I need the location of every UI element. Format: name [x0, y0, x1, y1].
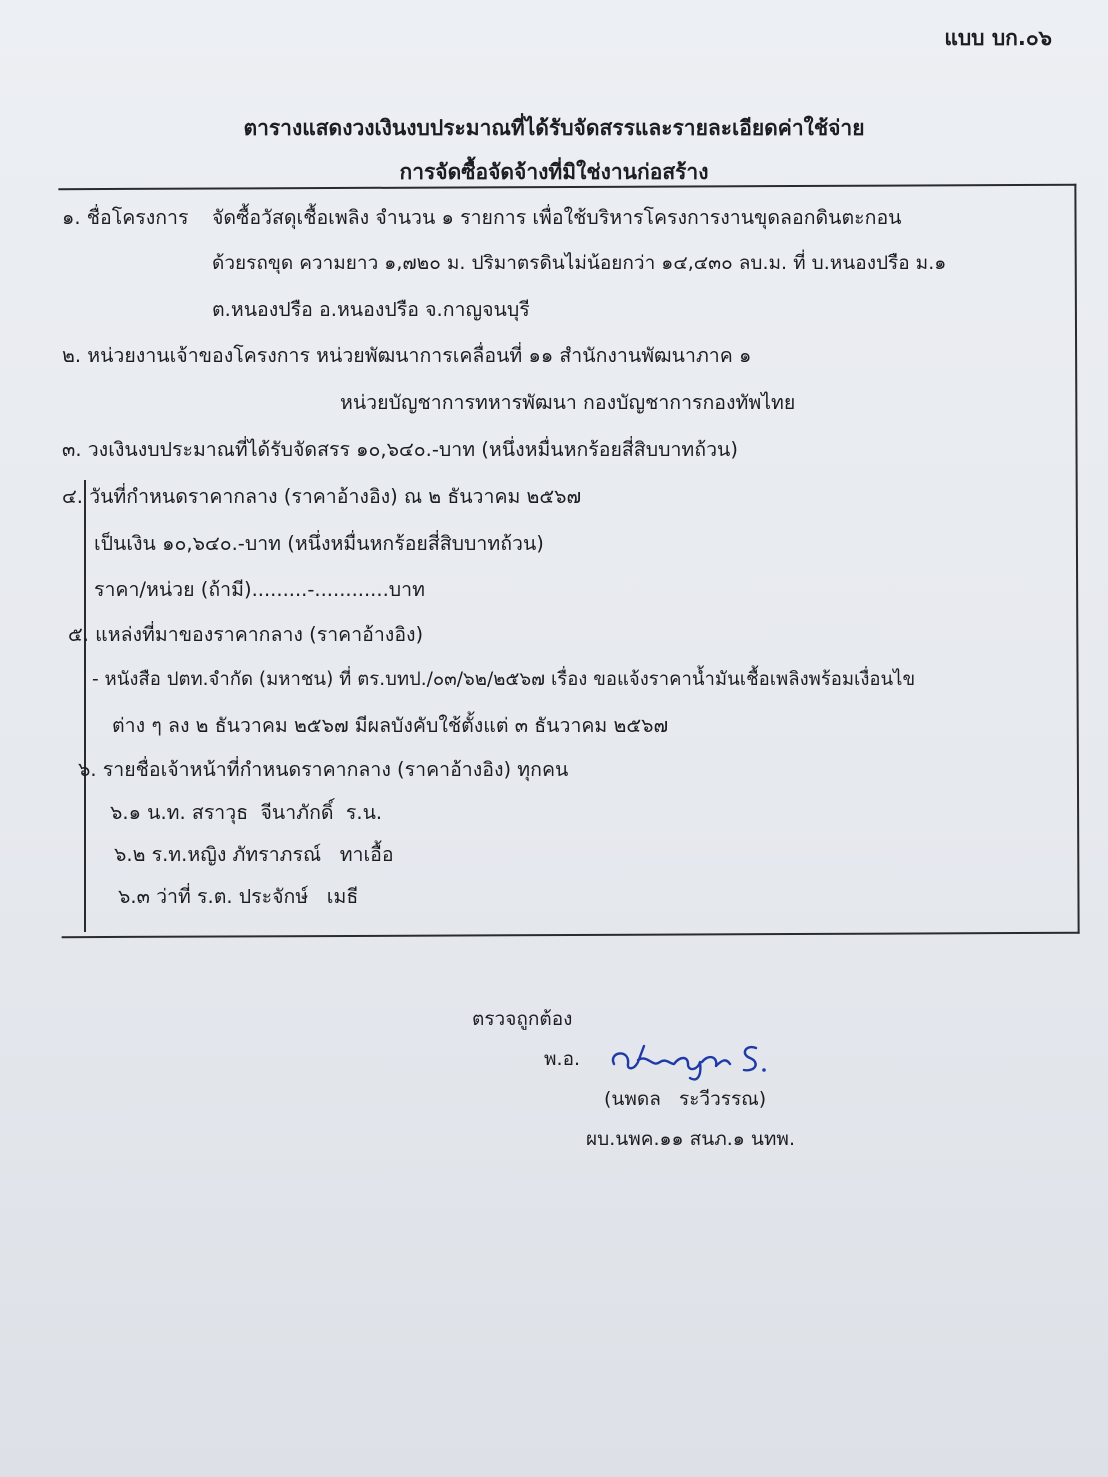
section4-line2: เป็นเงิน ๑๐,๖๔๐.-บาท (หนึ่งหมื่นหกร้อยสี่สิบบาทถ้วน) — [94, 532, 544, 555]
signer-name: (นพดล ระวีวรรณ) — [604, 1088, 767, 1110]
section1-line3: ต.หนองปรือ อ.หนองปรือ จ.กาญจนบุรี — [212, 298, 530, 321]
document-title-line1: ตารางแสดงวงเงินงบประมาณที่ได้รับจัดสรรและรายละเอียดค่าใช้จ่าย — [243, 116, 865, 140]
section4-line1: ๔. วันที่กำหนดราคากลาง (ราคาอ้างอิง) ณ ๒ ธันวาคม ๒๕๖๗ — [62, 485, 582, 508]
section6-member-2: ๖.๒ ร.ท.หญิง ภัทราภรณ์ ทาเอื้อ — [114, 843, 394, 866]
document-title-line2: การจัดซื้อจัดจ้างที่มิใช่งานก่อสร้าง — [399, 160, 709, 184]
section1-label: ๑. ชื่อโครงการ — [62, 206, 189, 229]
section3-line1: ๓. วงเงินงบประมาณที่ได้รับจัดสรร ๑๐,๖๔๐.-บาท (หนึ่งหมื่นหกร้อยสี่สิบบาทถ้วน) — [62, 438, 738, 461]
signer-rank: พ.อ. — [544, 1048, 581, 1070]
form-code: แบบ บก.๐๖ — [944, 26, 1052, 50]
section1-line1: จัดซื้อวัสดุเชื้อเพลิง จำนวน ๑ รายการ เพื่อใช้บริหารโครงการงานขุดลอกดินตะกอน — [212, 206, 902, 229]
handwritten-signature — [604, 1034, 774, 1084]
signer-position: ผบ.นพค.๑๑ สนภ.๑ นทพ. — [586, 1128, 795, 1150]
details-box-left-border — [84, 480, 86, 932]
section5-line3: ต่าง ๆ ลง ๒ ธันวาคม ๒๕๖๗ มีผลบังคับใช้ตั้งแต่ ๓ ธันวาคม ๒๕๖๗ — [112, 714, 669, 737]
section1-line2: ด้วยรถขุด ความยาว ๑,๗๒๐ ม. ปริมาตรดินไม่น้อยกว่า ๑๔,๔๓๐ ลบ.ม. ที่ บ.หนองปรือ ม.๑ — [212, 252, 947, 274]
section6-member-1: ๖.๑ น.ท. สราวุธ จีนาภักดิ์ ร.น. — [110, 801, 383, 824]
details-box — [58, 184, 1079, 938]
section4-line3: ราคา/หน่วย (ถ้ามี).........-............บาท — [94, 578, 425, 601]
section6-member-3: ๖.๓ ว่าที่ ร.ต. ประจักษ์ เมธี — [118, 885, 359, 908]
section5-line1: ๕. แหล่งที่มาของราคากลาง (ราคาอ้างอิง) — [68, 623, 424, 646]
section2-line2: หน่วยบัญชาการทหารพัฒนา กองบัญชาการกองทัพไทย — [340, 391, 796, 414]
section5-line2: - หนังสือ ปตท.จำกัด (มหาชน) ที่ ตร.บทป./๐๓/๖๒/๒๕๖๗ เรื่อง ขอแจ้งราคาน้ำมันเชื้อเพลิงพร้อมเงื่อนไข — [92, 669, 916, 690]
section2-line1: ๒. หน่วยงานเจ้าของโครงการ หน่วยพัฒนาการเคลื่อนที่ ๑๑ สำนักงานพัฒนาภาค ๑ — [62, 344, 752, 367]
section6-line1: ๖. รายชื่อเจ้าหน้าที่กำหนดราคากลาง (ราคาอ้างอิง) ทุกคน — [78, 758, 569, 781]
verification-label: ตรวจถูกต้อง — [472, 1008, 573, 1030]
